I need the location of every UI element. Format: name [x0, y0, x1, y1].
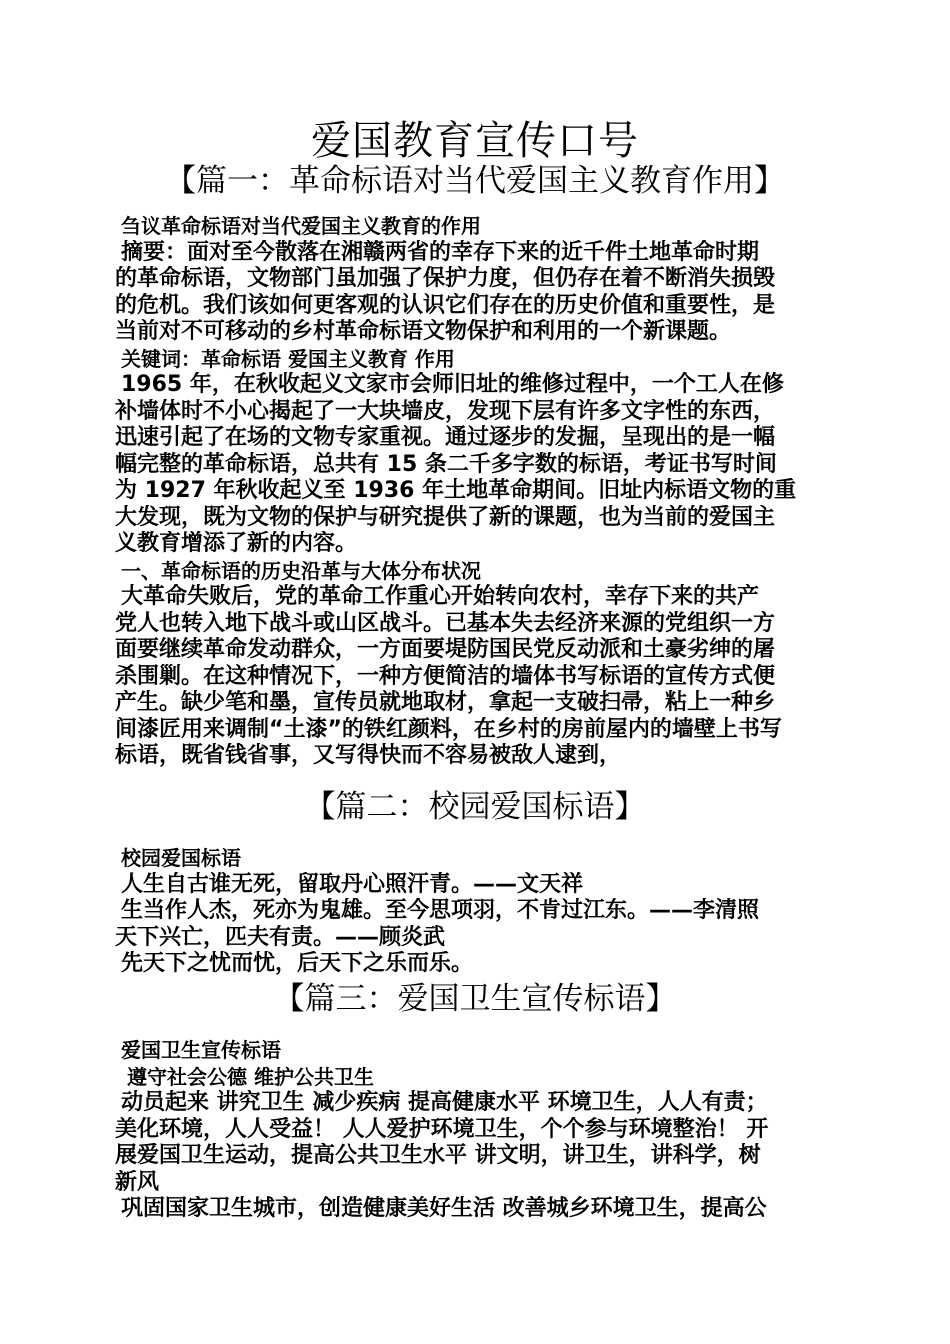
paragraph-line: 当前对不可移动的乡村革命标语文物保护和利用的一个新课题。 — [115, 319, 732, 344]
paragraph-line: 大革命失败后，党的革命工作重心开始转向农村，幸存下来的共产 — [121, 584, 760, 609]
section2-subtitle: 校园爱国标语 — [121, 846, 241, 870]
slogan-line: 美化环境，人人受益！ 人人爱护环境卫生，个个参与环境整治！ 开 — [115, 1116, 769, 1142]
paragraph-line: 为 1927 年秋收起义至 1936 年土地革命期间。旧址内标语文物的重 — [115, 478, 797, 503]
paragraph-line: 大发现，既为文物的保护与研究提供了新的课题，也为当前的爱国主 — [115, 504, 776, 530]
document-title: 爱国教育宣传口号 — [311, 118, 639, 164]
slogan-line: 遵守社会公德 维护公共卫生 — [127, 1064, 374, 1089]
slogan-line: 展爱国卫生运动，提高公共卫生水平 讲文明，讲卫生，讲科学，树 — [115, 1143, 761, 1168]
paragraph-line: 幅完整的革命标语，总共有 15 条二千多字数的标语，考证书写时间 — [115, 451, 777, 477]
paragraph-line: 摘要：面对至今散落在湘赣两省的幸存下来的近千件土地革命时期 — [121, 239, 760, 265]
slogan-line: 先天下之忧而忧，后天下之乐而乐。 — [121, 951, 474, 976]
slogan-line: 新风 — [115, 1169, 160, 1195]
paragraph-line: 补墙体时不小心揭起了一大块墙皮，发现下层有许多文字性的东西， — [115, 398, 776, 424]
paragraph-line: 杀围剿。在这种情况下，一种方便简洁的墙体书写标语的宣传方式便 — [115, 663, 776, 689]
slogan-line: 巩固国家卫生城市，创造健康美好生活 改善城乡环境卫生，提高公 — [121, 1196, 767, 1221]
section1-heading: 【篇一：革命标语对当代爱国主义教育作用】 — [165, 163, 785, 199]
paragraph-line: 标语，既省钱省事，又写得快而不容易被敌人逮到， — [115, 743, 622, 768]
paragraph-line: 的危机。我们该如何更客观的认识它们存在的历史价值和重要性，是 — [115, 292, 776, 318]
section2-heading: 【篇二：校园爱国标语】 — [304, 789, 646, 825]
section3-heading: 【篇三：爱国卫生宣传标语】 — [273, 981, 677, 1017]
paragraph-line: 间漆匠用来调制“土漆”的铁红颜料，在乡村的房前屋内的墙壁上书写 — [115, 716, 782, 742]
paragraph-line: 面要继续革命发动群众，一方面要堤防国民党反动派和土豪劣绅的屠 — [115, 637, 776, 662]
paragraph-line: 党人也转入地下战斗或山区战斗。已基本失去经济来源的党组织一方 — [115, 610, 776, 636]
paragraph-line: 1965 年，在秋收起义文家市会师旧址的维修过程中，一个工人在修 — [121, 372, 784, 397]
section3-subtitle: 爱国卫生宣传标语 — [121, 1038, 281, 1062]
section1-subtitle: 刍议革命标语对当代爱国主义教育的作用 — [121, 214, 481, 238]
paragraph-line: 产生。缺少笔和墨，宣传员就地取材，拿起一支破扫帚，粘上一种乡 — [115, 690, 776, 715]
section1-body — [115, 213, 837, 770]
paragraph-line: 的革命标语，文物部门虽加强了保护力度，但仍存在着不断消失损毁 — [115, 266, 776, 291]
section2-body — [115, 845, 837, 978]
paragraph-line: 义教育增添了新的内容。 — [115, 531, 358, 556]
keywords-line: 关键词：革命标语 爱国主义教育 作用 — [121, 346, 455, 371]
section3-body — [115, 1037, 837, 1223]
slogan-line: 动员起来 讲究卫生 减少疾病 提高健康水平 环境卫生，人人有责； — [121, 1090, 768, 1115]
paragraph-line: 迅速引起了在场的文物专家重视。通过逐步的发掘，呈现出的是一幅 — [115, 425, 776, 450]
slogan-line: 天下兴亡，匹夫有责。——顾炎武 — [115, 924, 446, 950]
slogan-line: 人生自古谁无死，留取丹心照汗青。——文天祥 — [121, 871, 584, 897]
section1-subheading: 一、革命标语的历史沿革与大体分布状况 — [121, 558, 481, 583]
slogan-line: 生当作人杰，死亦为鬼雄。至今思项羽，不肯过江东。——李清照 — [121, 898, 760, 923]
